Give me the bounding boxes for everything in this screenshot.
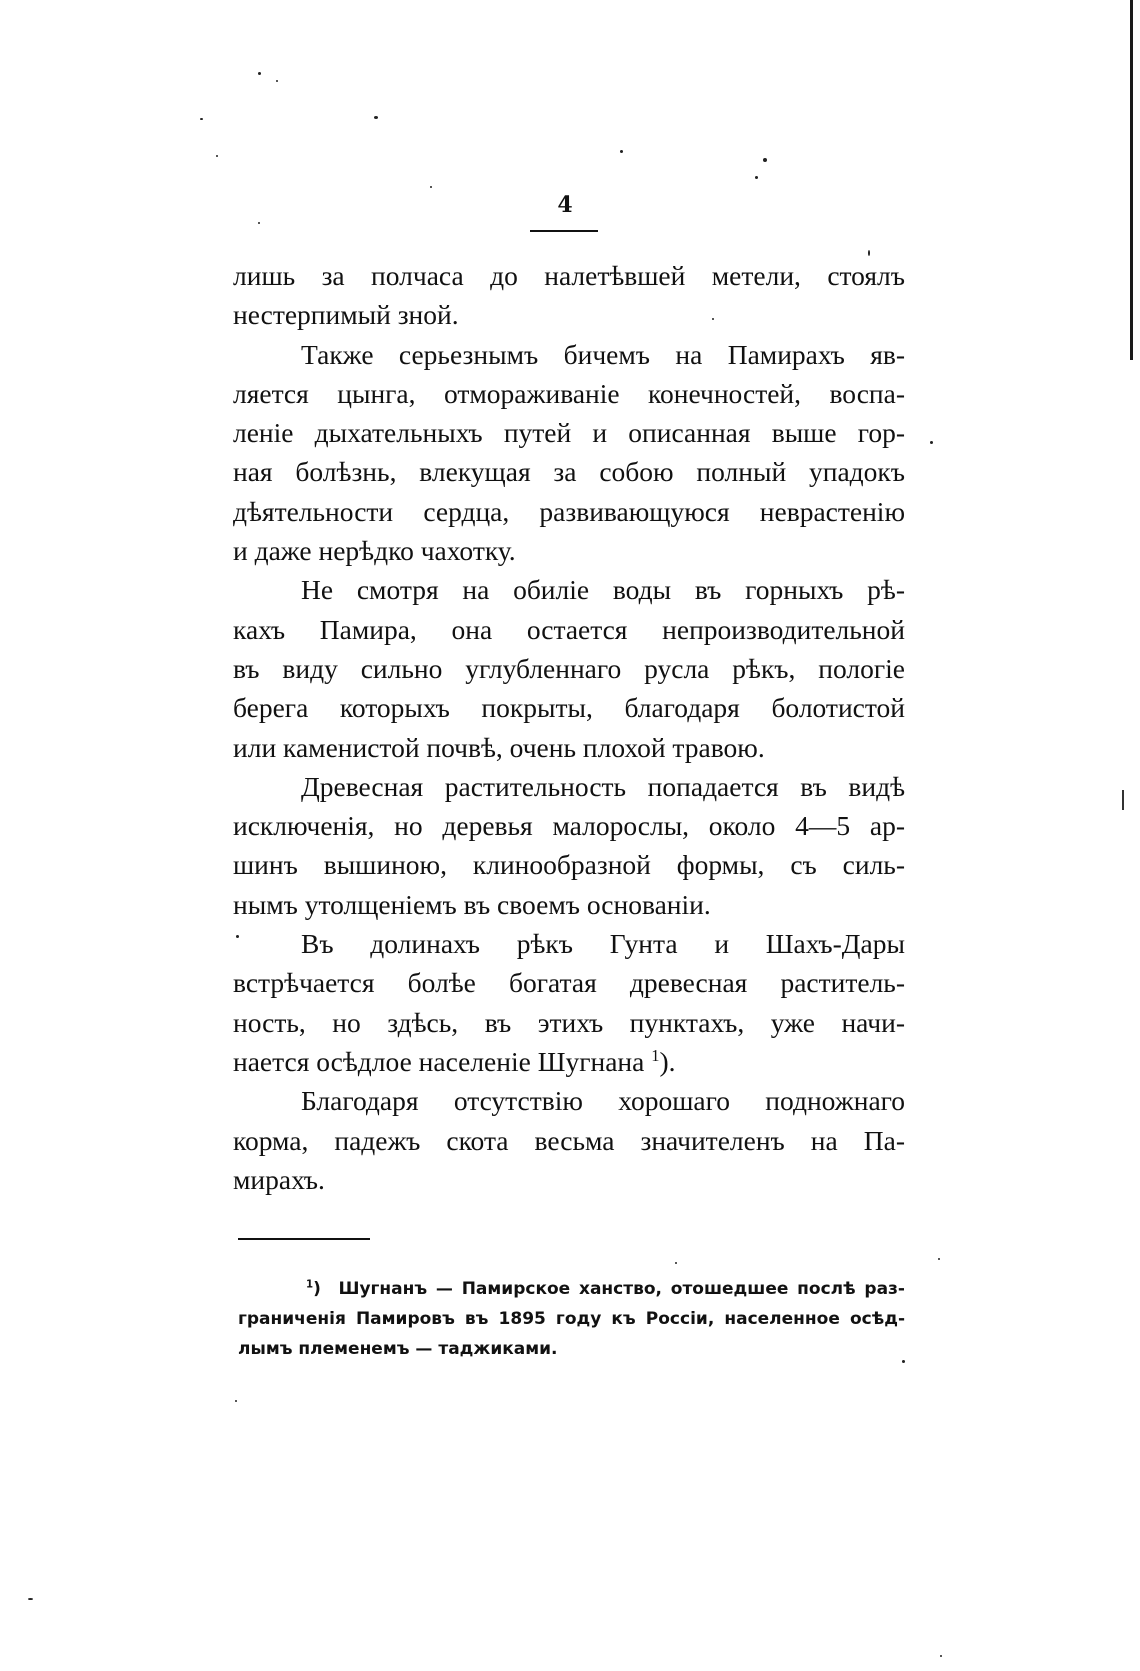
page-number: 4 bbox=[557, 192, 573, 218]
scan-speck bbox=[938, 1258, 940, 1260]
footnote-line bbox=[238, 1274, 905, 1304]
scan-speck bbox=[28, 1598, 33, 1600]
text-line-content: нается осѣдлое населенiе Шугнана bbox=[233, 1045, 645, 1077]
text-line: Не смотря на обилiе воды въ горныхъ рѣ- bbox=[301, 574, 905, 606]
text-line: въ виду сильно углубленнаго русла рѣкъ, пологiе bbox=[233, 652, 905, 684]
scan-speck bbox=[675, 1262, 677, 1264]
text-line: нестерпимый зной. bbox=[233, 299, 459, 331]
text-line: лишь за полчаса до налетѣвшей метели, стоялъ bbox=[233, 260, 905, 291]
footnote-marker-suffix: ) bbox=[313, 1279, 321, 1299]
scan-speck bbox=[430, 186, 432, 188]
text-line: Также серьезнымъ бичемъ на Памирахъ яв- bbox=[301, 338, 905, 370]
text-line: исключенiя, но деревья малорослы, около 4—5 ар- bbox=[233, 810, 905, 842]
text-line: встрѣчается болѣе богатая древесная раститель- bbox=[233, 967, 905, 999]
scan-speck bbox=[276, 80, 278, 82]
scan-speck bbox=[216, 155, 218, 157]
scan-speck bbox=[755, 176, 758, 179]
text-line: Древесная растительность попадается въ видѣ bbox=[301, 770, 905, 802]
scan-speck bbox=[940, 1655, 942, 1657]
footnote-separator bbox=[238, 1238, 370, 1240]
page-edge-mark bbox=[1122, 790, 1124, 810]
scan-speck bbox=[235, 1400, 237, 1402]
footnote-reference-suffix: ). bbox=[659, 1045, 676, 1077]
footnote-reference[interactable]: 1 bbox=[651, 1045, 660, 1065]
text-line: ная болѣзнь, влекущая за собою полный упадокъ bbox=[233, 456, 905, 488]
page-number-underline bbox=[530, 230, 598, 232]
text-line bbox=[233, 1042, 905, 1081]
text-line: мирахъ. bbox=[233, 1163, 325, 1195]
footnote bbox=[238, 1274, 905, 1364]
page-edge-shadow bbox=[1130, 0, 1133, 360]
footnote-line: лымъ племенемъ — таджиками. bbox=[238, 1339, 558, 1359]
text-line: берега которыхъ покрыты, благодаря болотистой bbox=[233, 692, 905, 724]
scan-speck bbox=[930, 441, 933, 444]
scan-speck bbox=[620, 150, 623, 153]
text-line: Въ долинахъ рѣкъ Гунта и Шахъ-Дары bbox=[301, 928, 905, 960]
text-line: ность, но здѣсь, въ этихъ пунктахъ, уже начи- bbox=[233, 1006, 905, 1038]
text-line: дѣятельности сердца, развивающуюся неврастенiю bbox=[233, 495, 905, 527]
text-line: нымъ утолщенiемъ въ своемъ основанiи. bbox=[233, 888, 711, 920]
body-text bbox=[233, 256, 905, 1199]
text-line: и даже нерѣдко чахотку. bbox=[233, 535, 516, 567]
footnote-marker: 1 bbox=[306, 1279, 314, 1291]
scan-speck bbox=[763, 158, 767, 162]
text-line: Благодаря отсутствiю хорошаго подножнаго bbox=[301, 1085, 905, 1117]
text-line: корма, падежъ скота весьма значителенъ на Па- bbox=[233, 1124, 905, 1156]
text-line: шинъ вышиною, клинообразной формы, съ силь- bbox=[233, 849, 905, 881]
scan-speck bbox=[258, 222, 260, 224]
text-line: ляется цынга, отмораживанiе конечностей, воспа- bbox=[233, 377, 905, 409]
scan-speck bbox=[258, 72, 261, 75]
text-line: кахъ Памира, она остается непроизводительной bbox=[233, 613, 905, 645]
scan-speck bbox=[374, 116, 378, 119]
footnote-line-content: Шугнанъ — Памирское ханство, отошедшее послѣ раз- bbox=[338, 1279, 905, 1299]
text-line: ленiе дыхательныхъ путей и описанная выше гор- bbox=[233, 417, 905, 449]
scan-speck bbox=[200, 118, 203, 120]
footnote-line: граниченiя Памировъ въ 1895 году къ Россiи, населенное осѣд- bbox=[238, 1309, 905, 1329]
text-line: или каменистой почвѣ, очень плохой травою. bbox=[233, 731, 765, 763]
